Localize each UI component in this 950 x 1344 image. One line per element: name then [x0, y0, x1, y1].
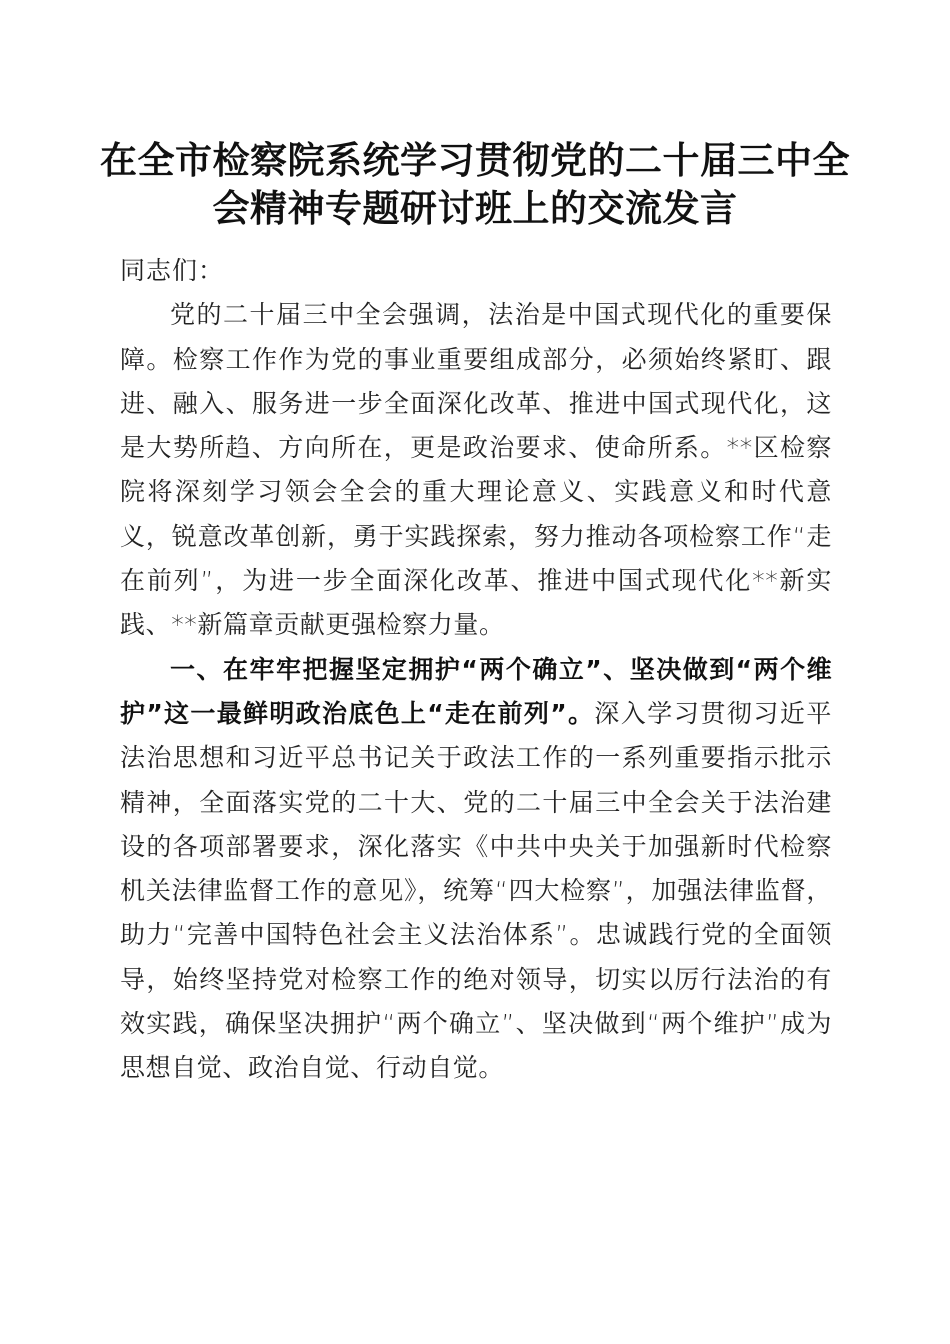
salutation: 同志们： [120, 256, 225, 285]
section-1-body: 深入学习贯彻习近平法治思想和习近平总书记关于政法工作的一系列重要指示批示精神，全面落实党的二十大、党的二十届三中全会关于法治建设的各项部署要求，深化落实《中共中央关于加强新时代检察机关法律监督工作的意见》，统筹“四大检察”，加强法律监督，助力“完善中国特色社会主义法治体系”。忠诚践行党的全面领导，始终坚持党对检察工作的绝对领导，切实以厉行法治的有效实践，确保坚决拥护“两个确立”、坚决做到“两个维护”成为思想自觉、政治自觉、行动自觉。 [120, 698, 832, 1083]
title-line-2: 会精神专题研讨班上的交流发言 [212, 186, 738, 230]
intro-paragraph: 党的二十届三中全会强调，法治是中国式现代化的重要保障。检察工作作为党的事业重要组成部分，必须始终紧盯、跟进、融入、服务进一步全面深化改革、推进中国式现代化，这是大势所趋、方向所在，更是政治要求、使命所系。**区检察院将深刻学习领会全会的重大理论意义、实践意义和时代意义，锐意改革创新，勇于实践探索，努力推动各项检察工作“走在前列”，为进一步全面深化改革、推进中国式现代化**新实践、**新篇章贡献更强检察力量。 [120, 300, 832, 640]
section-1-paragraph [120, 648, 832, 1091]
document-body [120, 249, 832, 1091]
section-1-heading: 一、在牢牢把握坚定拥护“两个确立”、坚决做到“两个维护”这一最鲜明政治底色上“走在前列”。 [120, 654, 832, 728]
title-line-1: 在全市检察院系统学习贯彻党的二十届三中全 [100, 138, 850, 182]
document-title [100, 136, 850, 232]
